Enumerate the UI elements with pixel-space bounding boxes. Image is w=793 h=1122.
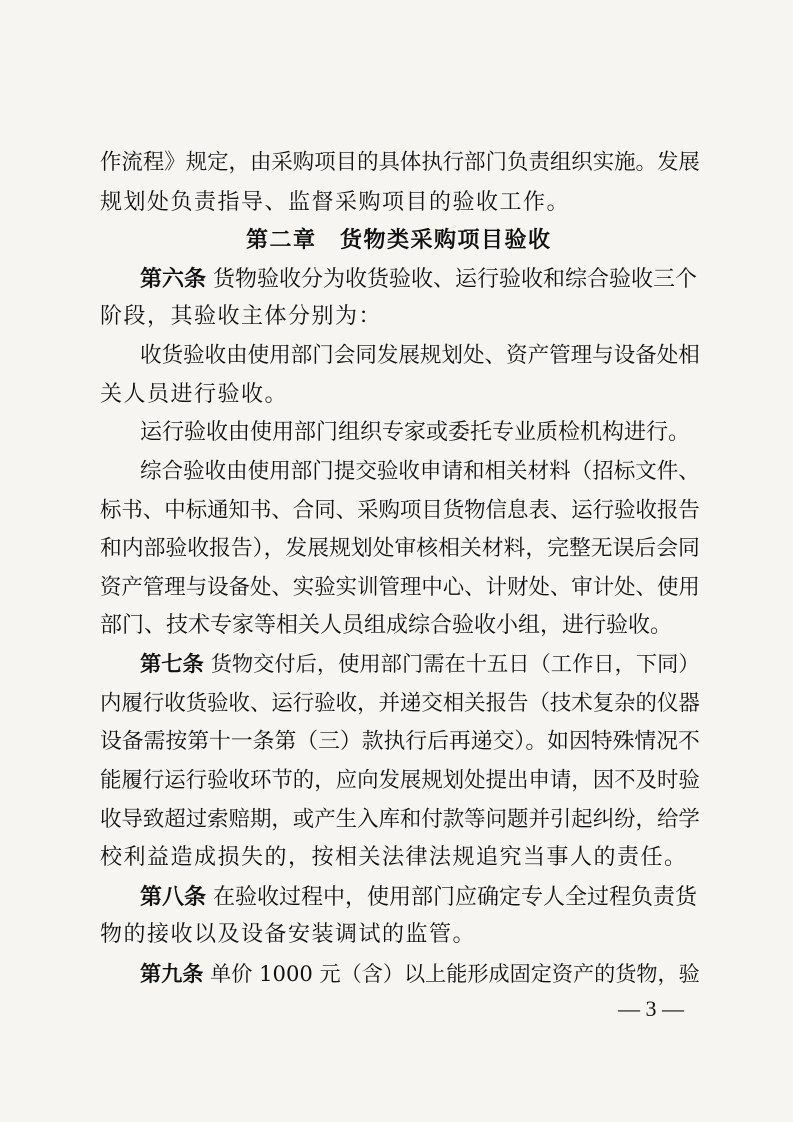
text-line: 单价 1000 元（含）以上能形成固定资产的货物，验 [210, 961, 700, 986]
text-line: 关人员进行验收。 [100, 382, 289, 407]
text-line: 收货验收由使用部门会同发展规划处、资产管理与设备处相 [140, 343, 700, 368]
text-line: 规划处负责指导、监督采购项目的验收工作。 [100, 190, 571, 215]
text-line: 运行验收由使用部门组织专家或委托专业质检机构进行。 [140, 420, 691, 445]
article-9-line [140, 959, 700, 989]
chapter-heading: 第二章 货物类采购项目验收 [246, 228, 552, 253]
article-label: 第七条 [140, 652, 204, 677]
text-line: 作流程》规定，由采购项目的具体执行部门负责组织实施。发展 [100, 150, 700, 175]
text-line: 和内部验收报告），发展规划处审核相关材料，完整无误后会同 [100, 536, 700, 561]
text-line: 资产管理与设备处、实验实训管理中心、计财处、审计处、使用 [100, 575, 700, 600]
article-label: 第六条 [140, 266, 207, 292]
article-label: 第八条 [140, 884, 207, 910]
article-6-line [140, 264, 697, 295]
text-line: 综合验收由使用部门提交验收申请和相关材料（招标文件、 [140, 459, 700, 484]
article-8-line [140, 882, 697, 913]
text-line: 内履行收货验收、运行验收，并递交相关报告（技术复杂的仪器 [100, 691, 700, 716]
text-line: 货物验收分为收货验收、运行验收和综合验收三个 [213, 267, 698, 292]
text-line: 物的接收以及设备安装调试的监管。 [100, 922, 477, 947]
text-line: 能履行运行验收环节的，应向发展规划处提出申请，因不及时验 [100, 768, 700, 793]
text-line: 货物交付后，使用部门需在十五日（工作日，下同） [210, 652, 700, 677]
text-line: 部门、技术专家等相关人员组成综合验收小组，进行验收。 [100, 613, 673, 638]
page-number: — 3 — [618, 996, 684, 1021]
text-line: 在验收过程中，使用部门应确定专人全过程负责货 [213, 885, 698, 910]
text-line: 阶段，其验收主体分别为： [100, 304, 383, 329]
article-7-line [140, 650, 700, 680]
text-line: 设备需按第十一条第（三）款执行后再递交）。如因特殊情况不 [100, 729, 700, 754]
article-label: 第九条 [140, 961, 204, 986]
text-line: 收导致超过索赔期，或产生入库和付款等问题并引起纠纷，给学 [100, 807, 700, 832]
text-line: 标书、中标通知书、合同、采购项目货物信息表、运行验收报告 [100, 498, 700, 523]
text-line: 校利益造成损失的，按相关法律法规追究当事人的责任。 [100, 845, 688, 870]
